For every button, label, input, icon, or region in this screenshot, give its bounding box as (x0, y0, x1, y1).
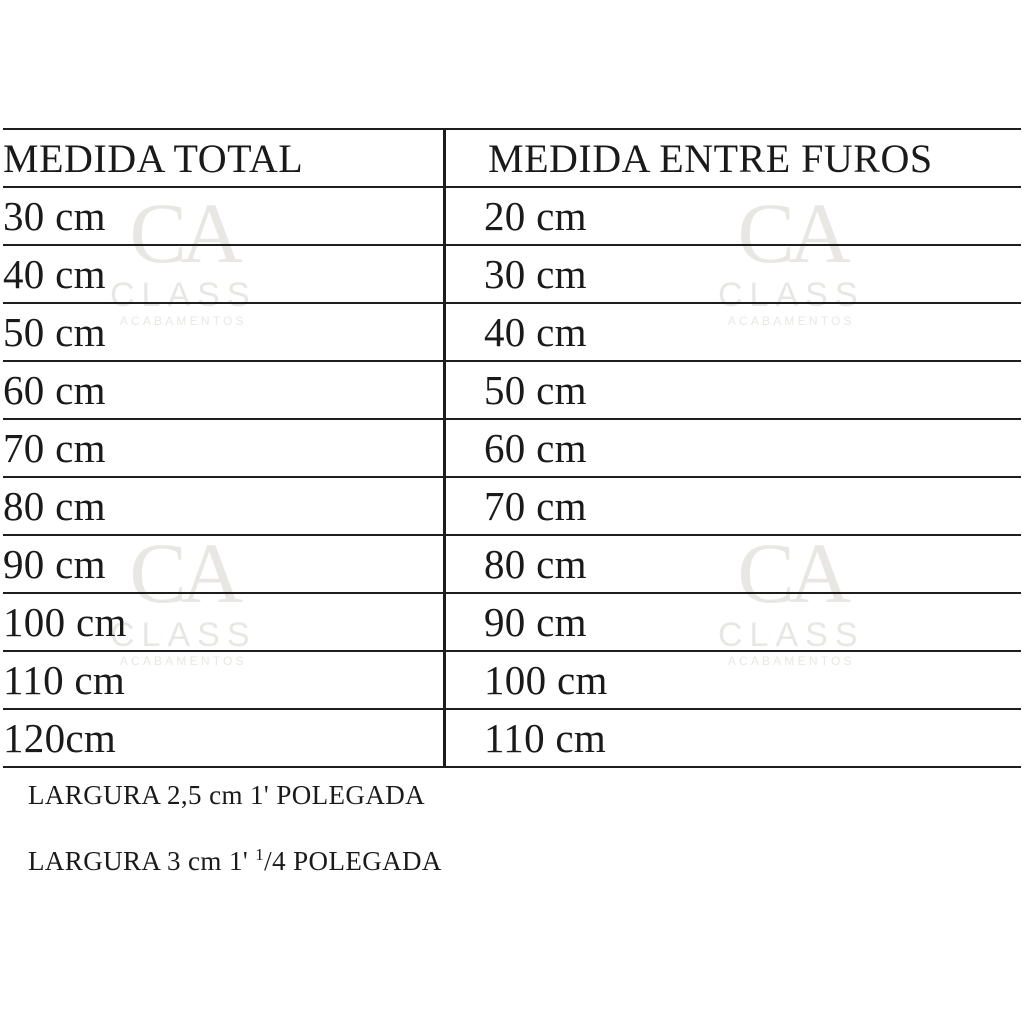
table-header (3, 129, 1021, 187)
cell-total: 80 cm (3, 477, 445, 535)
note-width-3 (28, 845, 928, 877)
note-width-25: LARGURA 2,5 cm 1' POLEGADA (28, 780, 426, 810)
table-header-row (3, 129, 1021, 187)
table-row (3, 361, 1021, 419)
cell-between-holes: 20 cm (445, 187, 1022, 245)
watermark-brand-name: CLASS (110, 276, 257, 314)
note-superscript: 1 (255, 845, 265, 864)
cell-total: 90 cm (3, 535, 445, 593)
cell-between-holes: 100 cm (445, 651, 1022, 709)
watermark-brand-subtitle: ACABAMENTOS (119, 314, 247, 328)
table-row (3, 477, 1021, 535)
cell-total: 110 cm (3, 651, 445, 709)
notes-section (28, 780, 928, 911)
table-row (3, 535, 1021, 593)
cell-total: 120cm (3, 709, 445, 767)
cell-total: 70 cm (3, 419, 445, 477)
watermark-brand-subtitle: ACABAMENTOS (119, 654, 247, 668)
watermark-monogram: CA (737, 525, 845, 621)
cell-between-holes: 80 cm (445, 535, 1022, 593)
cell-total: 50 cm (3, 303, 445, 361)
measurement-table (3, 128, 1021, 768)
cell-between-holes: 70 cm (445, 477, 1022, 535)
cell-between-holes: 50 cm (445, 361, 1022, 419)
cell-between-holes: 40 cm (445, 303, 1022, 361)
cell-total: 40 cm (3, 245, 445, 303)
cell-between-holes: 110 cm (445, 709, 1022, 767)
measurement-table-container (0, 128, 1024, 768)
table-row (3, 651, 1021, 709)
column-header-total: MEDIDA TOTAL (3, 129, 445, 187)
table-row (3, 187, 1021, 245)
watermark-brand-subtitle: ACABAMENTOS (727, 314, 855, 328)
watermark-brand-subtitle: ACABAMENTOS (727, 654, 855, 668)
cell-total: 60 cm (3, 361, 445, 419)
cell-between-holes: 30 cm (445, 245, 1022, 303)
table-row (3, 303, 1021, 361)
note-suffix: /4 POLEGADA (264, 846, 442, 876)
table-row (3, 245, 1021, 303)
cell-between-holes: 60 cm (445, 419, 1022, 477)
cell-total: 30 cm (3, 187, 445, 245)
watermark-brand-name: CLASS (718, 276, 865, 314)
watermark-brand-name: CLASS (110, 616, 257, 654)
cell-total: 100 cm (3, 593, 445, 651)
cell-between-holes: 90 cm (445, 593, 1022, 651)
watermark-monogram: CA (737, 185, 845, 281)
column-header-between-holes: MEDIDA ENTRE FUROS (445, 129, 1022, 187)
note-prefix: LARGURA 3 cm 1' (28, 846, 256, 876)
table-body (3, 187, 1021, 767)
table-row (3, 709, 1021, 767)
table-row (3, 419, 1021, 477)
table-row (3, 593, 1021, 651)
watermark-brand-name: CLASS (718, 616, 865, 654)
watermark-monogram: CA (129, 525, 237, 621)
watermark-monogram: CA (129, 185, 237, 281)
